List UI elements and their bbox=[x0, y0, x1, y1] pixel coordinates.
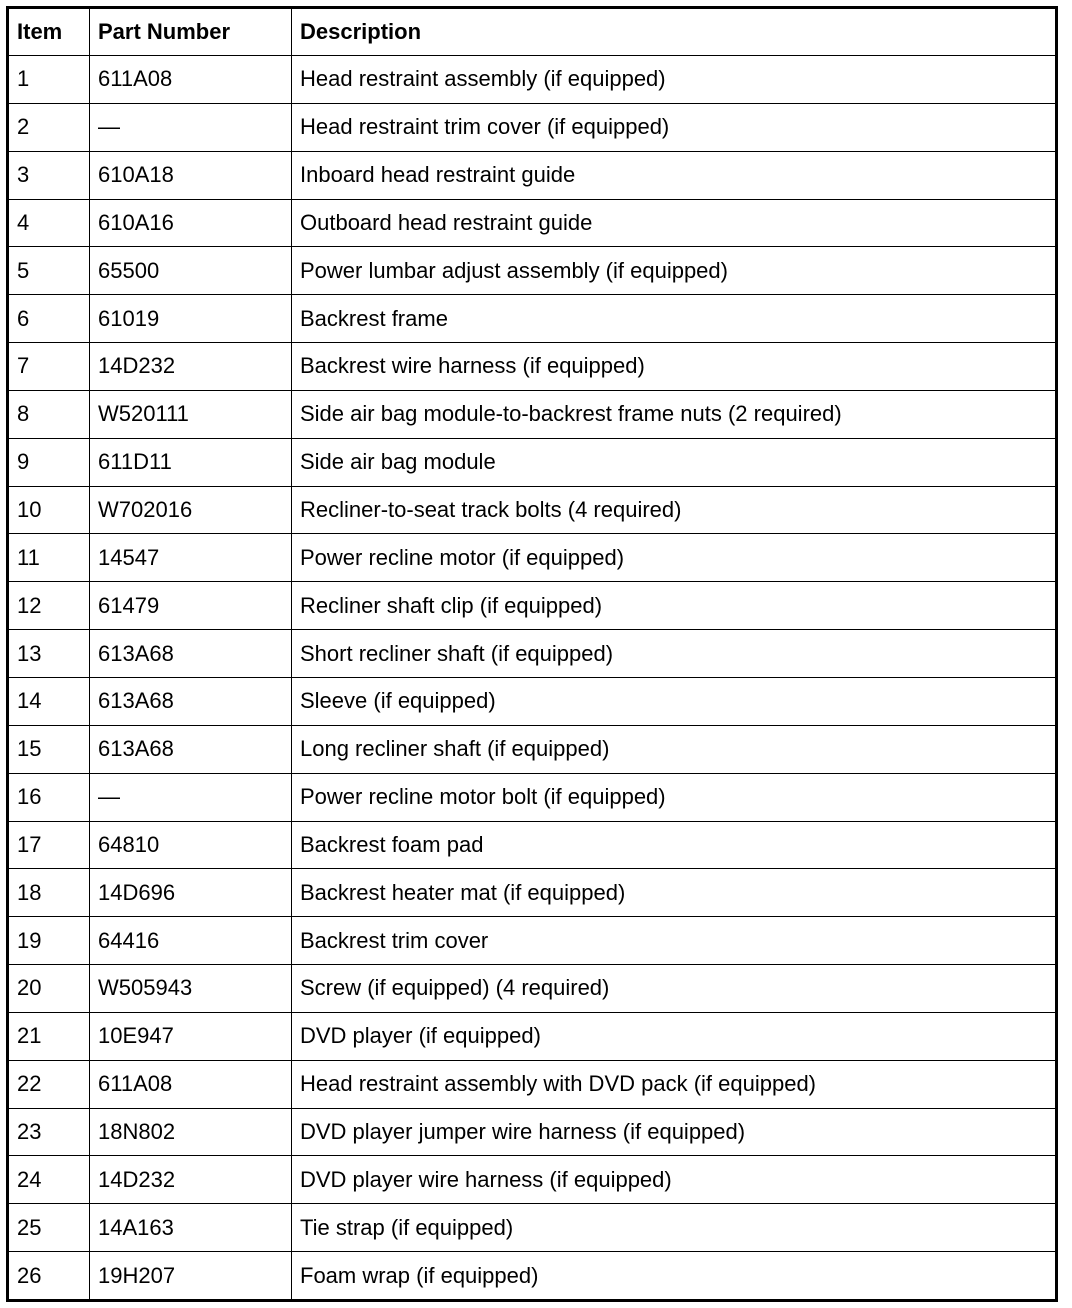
header-item: Item bbox=[8, 8, 90, 56]
cell-item: 3 bbox=[8, 151, 90, 199]
table-row bbox=[8, 56, 1057, 104]
table-row bbox=[8, 151, 1057, 199]
cell-part-number: W702016 bbox=[90, 486, 292, 534]
cell-part-number: 611D11 bbox=[90, 438, 292, 486]
table-row bbox=[8, 773, 1057, 821]
cell-item: 14 bbox=[8, 677, 90, 725]
table-row bbox=[8, 917, 1057, 965]
cell-item: 6 bbox=[8, 295, 90, 343]
table-row bbox=[8, 821, 1057, 869]
cell-item: 18 bbox=[8, 869, 90, 917]
cell-description: Recliner shaft clip (if equipped) bbox=[292, 582, 1057, 630]
table-row bbox=[8, 582, 1057, 630]
cell-part-number: 18N802 bbox=[90, 1108, 292, 1156]
header-description: Description bbox=[292, 8, 1057, 56]
cell-part-number: — bbox=[90, 103, 292, 151]
cell-part-number: 65500 bbox=[90, 247, 292, 295]
cell-description: Side air bag module-to-backrest frame nuts (2 required) bbox=[292, 390, 1057, 438]
cell-item: 8 bbox=[8, 390, 90, 438]
cell-description: Recliner-to-seat track bolts (4 required) bbox=[292, 486, 1057, 534]
cell-part-number: 613A68 bbox=[90, 630, 292, 678]
table-row bbox=[8, 677, 1057, 725]
cell-part-number: 61479 bbox=[90, 582, 292, 630]
cell-item: 10 bbox=[8, 486, 90, 534]
cell-item: 11 bbox=[8, 534, 90, 582]
table-row bbox=[8, 725, 1057, 773]
cell-description: Power recline motor bolt (if equipped) bbox=[292, 773, 1057, 821]
cell-part-number: 61019 bbox=[90, 295, 292, 343]
cell-part-number: 14547 bbox=[90, 534, 292, 582]
cell-item: 2 bbox=[8, 103, 90, 151]
table-row bbox=[8, 199, 1057, 247]
cell-description: Backrest wire harness (if equipped) bbox=[292, 343, 1057, 391]
cell-item: 20 bbox=[8, 965, 90, 1013]
table-row bbox=[8, 486, 1057, 534]
table-row bbox=[8, 343, 1057, 391]
cell-item: 23 bbox=[8, 1108, 90, 1156]
cell-part-number: 14A163 bbox=[90, 1204, 292, 1252]
cell-part-number: W520111 bbox=[90, 390, 292, 438]
cell-item: 25 bbox=[8, 1204, 90, 1252]
table-row bbox=[8, 1204, 1057, 1252]
cell-part-number: W505943 bbox=[90, 965, 292, 1013]
cell-part-number: — bbox=[90, 773, 292, 821]
cell-item: 5 bbox=[8, 247, 90, 295]
cell-item: 22 bbox=[8, 1060, 90, 1108]
cell-description: Screw (if equipped) (4 required) bbox=[292, 965, 1057, 1013]
table-row bbox=[8, 1156, 1057, 1204]
table-row bbox=[8, 1060, 1057, 1108]
cell-description: Backrest heater mat (if equipped) bbox=[292, 869, 1057, 917]
cell-description: Sleeve (if equipped) bbox=[292, 677, 1057, 725]
cell-description: DVD player wire harness (if equipped) bbox=[292, 1156, 1057, 1204]
cell-description: Power recline motor (if equipped) bbox=[292, 534, 1057, 582]
table-row bbox=[8, 1108, 1057, 1156]
table-row bbox=[8, 534, 1057, 582]
cell-description: Side air bag module bbox=[292, 438, 1057, 486]
cell-part-number: 611A08 bbox=[90, 56, 292, 104]
cell-item: 15 bbox=[8, 725, 90, 773]
cell-part-number: 14D232 bbox=[90, 1156, 292, 1204]
cell-part-number: 613A68 bbox=[90, 677, 292, 725]
cell-description: Backrest foam pad bbox=[292, 821, 1057, 869]
cell-description: DVD player jumper wire harness (if equipped) bbox=[292, 1108, 1057, 1156]
table-row bbox=[8, 630, 1057, 678]
cell-description: Short recliner shaft (if equipped) bbox=[292, 630, 1057, 678]
cell-item: 9 bbox=[8, 438, 90, 486]
table-row bbox=[8, 103, 1057, 151]
table-row bbox=[8, 869, 1057, 917]
cell-item: 16 bbox=[8, 773, 90, 821]
cell-item: 4 bbox=[8, 199, 90, 247]
table-row bbox=[8, 295, 1057, 343]
table-row bbox=[8, 1012, 1057, 1060]
header-part-number: Part Number bbox=[90, 8, 292, 56]
cell-item: 24 bbox=[8, 1156, 90, 1204]
cell-description: Head restraint assembly (if equipped) bbox=[292, 56, 1057, 104]
cell-item: 19 bbox=[8, 917, 90, 965]
table-row bbox=[8, 438, 1057, 486]
cell-part-number: 610A18 bbox=[90, 151, 292, 199]
cell-description: Head restraint trim cover (if equipped) bbox=[292, 103, 1057, 151]
table-header-row bbox=[8, 8, 1057, 56]
table-body bbox=[8, 56, 1057, 1301]
cell-description: Backrest frame bbox=[292, 295, 1057, 343]
table-row bbox=[8, 1252, 1057, 1301]
table-row bbox=[8, 965, 1057, 1013]
table-row bbox=[8, 247, 1057, 295]
cell-description: Head restraint assembly with DVD pack (if equipped) bbox=[292, 1060, 1057, 1108]
parts-table bbox=[6, 6, 1058, 1302]
cell-description: DVD player (if equipped) bbox=[292, 1012, 1057, 1060]
cell-item: 7 bbox=[8, 343, 90, 391]
cell-part-number: 14D696 bbox=[90, 869, 292, 917]
cell-description: Backrest trim cover bbox=[292, 917, 1057, 965]
cell-item: 21 bbox=[8, 1012, 90, 1060]
cell-description: Outboard head restraint guide bbox=[292, 199, 1057, 247]
cell-item: 26 bbox=[8, 1252, 90, 1301]
cell-item: 1 bbox=[8, 56, 90, 104]
cell-part-number: 64810 bbox=[90, 821, 292, 869]
cell-description: Power lumbar adjust assembly (if equipped) bbox=[292, 247, 1057, 295]
cell-description: Tie strap (if equipped) bbox=[292, 1204, 1057, 1252]
cell-part-number: 19H207 bbox=[90, 1252, 292, 1301]
cell-item: 13 bbox=[8, 630, 90, 678]
cell-description: Inboard head restraint guide bbox=[292, 151, 1057, 199]
cell-description: Long recliner shaft (if equipped) bbox=[292, 725, 1057, 773]
cell-item: 12 bbox=[8, 582, 90, 630]
cell-part-number: 14D232 bbox=[90, 343, 292, 391]
cell-part-number: 64416 bbox=[90, 917, 292, 965]
cell-part-number: 610A16 bbox=[90, 199, 292, 247]
cell-part-number: 611A08 bbox=[90, 1060, 292, 1108]
cell-part-number: 10E947 bbox=[90, 1012, 292, 1060]
table-row bbox=[8, 390, 1057, 438]
cell-item: 17 bbox=[8, 821, 90, 869]
cell-description: Foam wrap (if equipped) bbox=[292, 1252, 1057, 1301]
cell-part-number: 613A68 bbox=[90, 725, 292, 773]
